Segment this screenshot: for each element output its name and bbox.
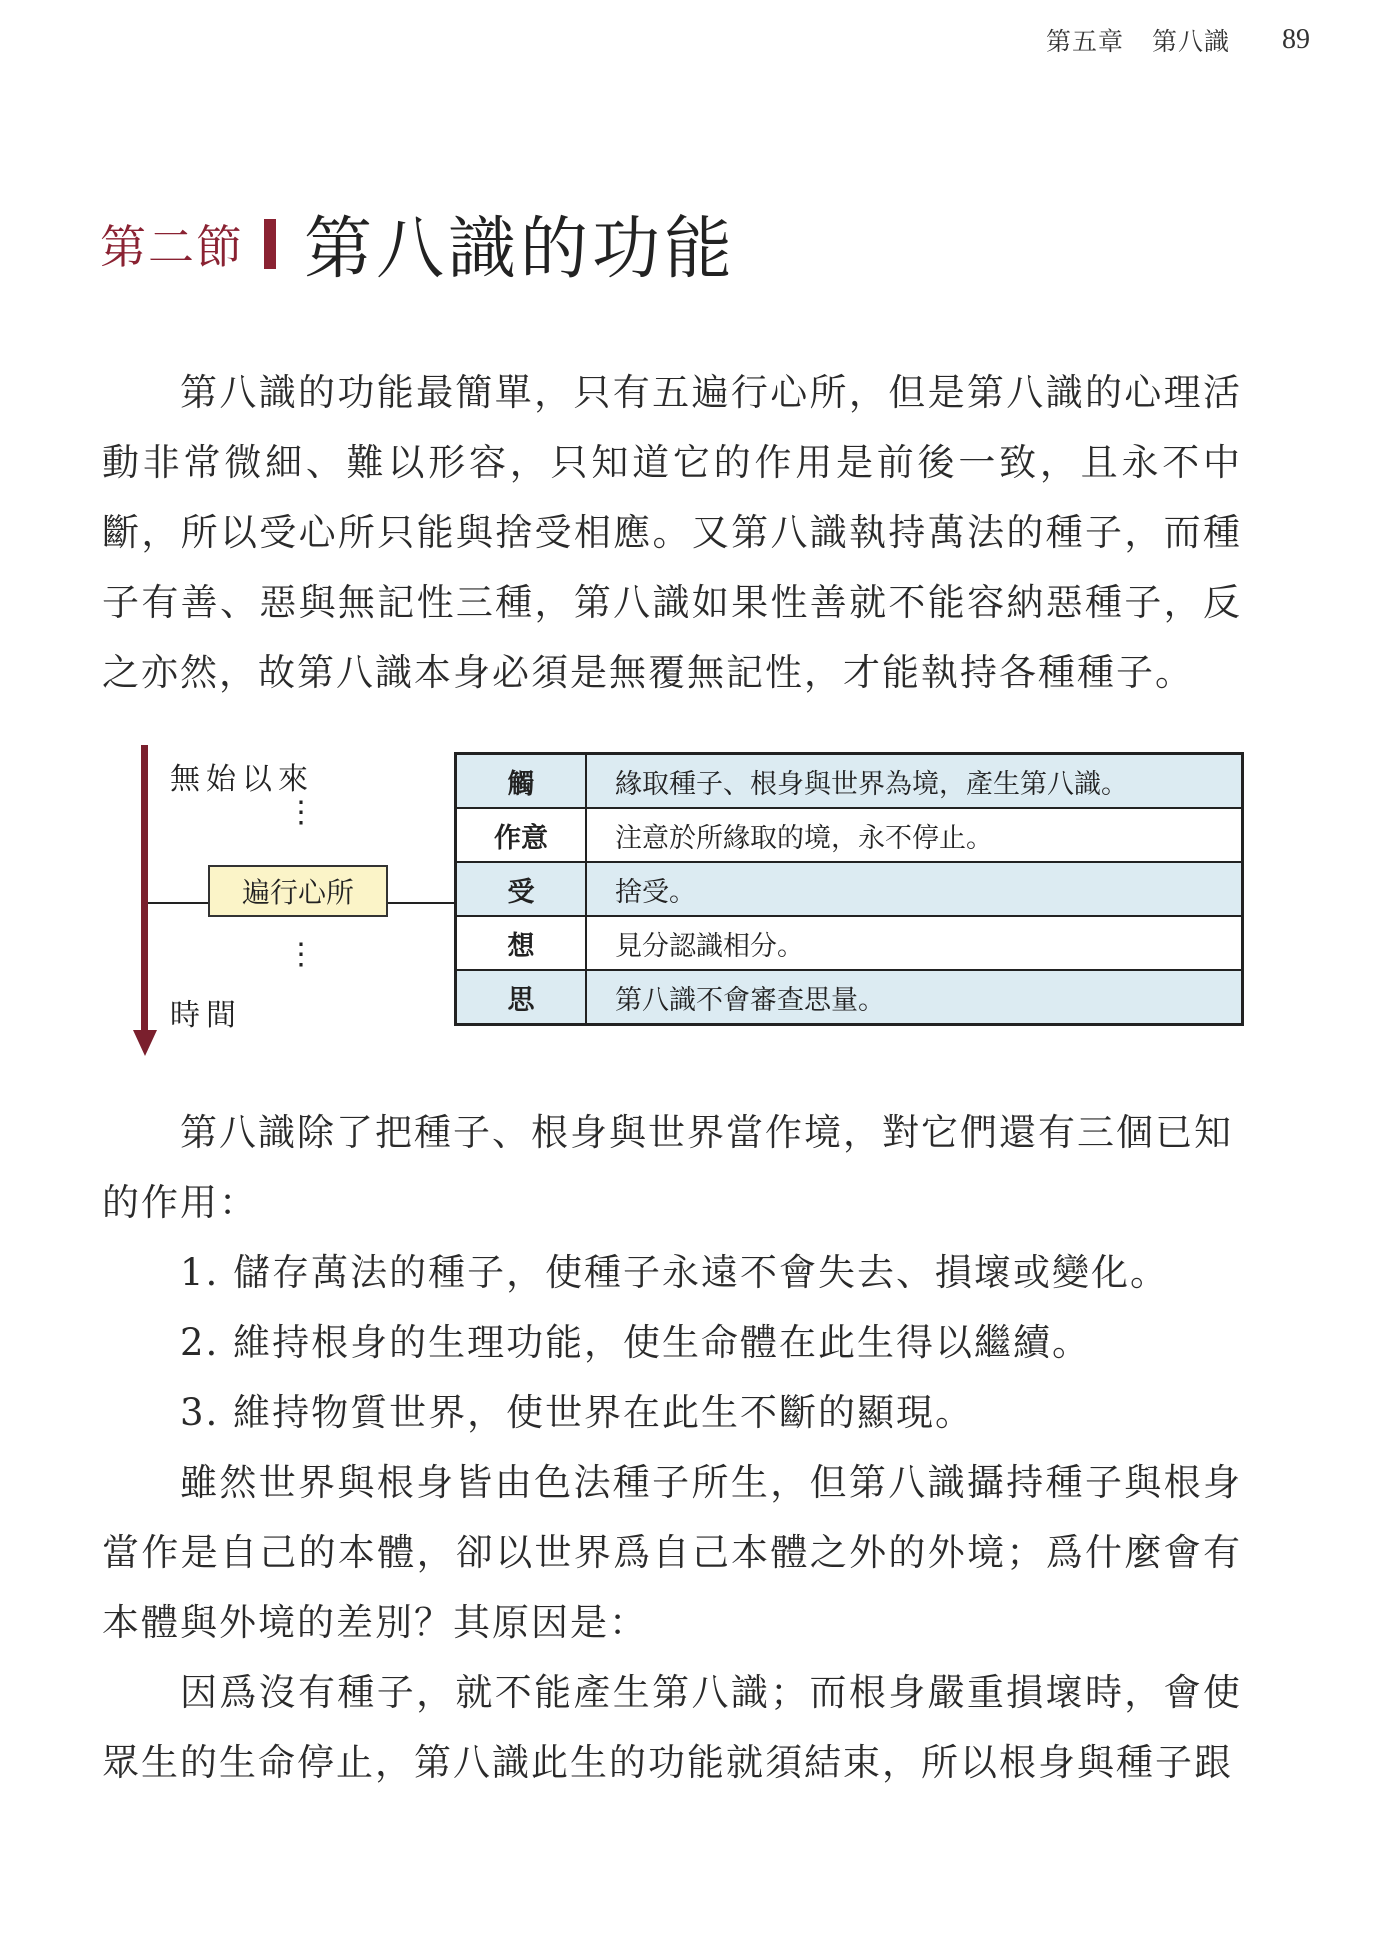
section-divider-bar <box>264 219 276 269</box>
factor-description: 注意於所緣取的境，永不停止。 <box>586 808 1243 862</box>
factor-name: 想 <box>456 916 587 970</box>
list-item: 3. 維持物質世界，使世界在此生不斷的顯現。 <box>180 1391 975 1434</box>
factor-description: 緣取種子、根身與世界為境，產生第八識。 <box>586 754 1243 809</box>
factor-description: 第八識不會審查思量。 <box>586 970 1243 1025</box>
question-paragraph: 雖然世界與根身皆由色法種子所生，但第八識攝持種子與根身當作是自己的本體，卻以世界爲自己本體之外的外境；爲什麼會有本體與外境的差別？其原因是： <box>102 1461 1242 1644</box>
factor-description: 見分認識相分。 <box>586 916 1243 970</box>
factor-description: 捨受。 <box>586 862 1243 916</box>
chapter-title: 第八識 <box>1151 27 1230 56</box>
universal-factors-diagram <box>100 740 1250 1060</box>
list-item: 2. 維持根身的生理功能，使生命體在此生得以繼續。 <box>180 1321 1092 1364</box>
factor-name: 受 <box>456 862 587 916</box>
closing-paragraphs <box>102 1448 1242 1798</box>
timeline-end-label: 時間 <box>170 998 242 1033</box>
universal-factors-box: 遍行心所 <box>208 865 388 917</box>
ellipsis-vertical-icon: ⋮ <box>286 795 316 830</box>
section-title: 第八識的功能 <box>304 210 737 289</box>
functions-intro-line: 的作用： <box>102 1181 258 1224</box>
section-heading <box>100 195 736 292</box>
list-item: 1. 儲存萬法的種子，使種子永遠不會失去、損壞或變化。 <box>180 1251 1170 1294</box>
page-number: 89 <box>1282 24 1310 55</box>
table-row <box>456 970 1243 1025</box>
chapter-label: 第五章 <box>1045 27 1124 56</box>
table-row <box>456 916 1243 970</box>
section-label: 第二節 <box>100 219 244 274</box>
timeline-axis <box>141 745 148 1035</box>
running-head <box>1046 22 1310 58</box>
functions-section <box>102 1098 1242 1448</box>
intro-text: 第八識的功能最簡單，只有五遍行心所，但是第八識的心理活動非常微細、難以形容，只知道它的作用是前後一致，且永不中斷，所以受心所只能與捨受相應。又第八識執持萬法的種子，而種子有善、惡與無記性三種，第八識如果性善就不能容納惡種子，反之亦然，故第八識本身必須是無覆無記性，才能執持各種種子。 <box>102 371 1242 694</box>
timeline-arrow-icon <box>133 1030 157 1056</box>
connector-line <box>388 902 454 904</box>
table-row <box>456 754 1243 809</box>
timeline-start-label: 無始以來 <box>170 762 314 797</box>
table-row <box>456 808 1243 862</box>
intro-paragraph <box>102 358 1242 708</box>
factor-name: 思 <box>456 970 587 1025</box>
factor-name: 觸 <box>456 754 587 809</box>
answer-paragraph: 因爲沒有種子，就不能產生第八識；而根身嚴重損壞時，會使眾生的生命停止，第八識此生的功能就須結束，所以根身與種子跟 <box>102 1671 1242 1784</box>
ellipsis-vertical-icon: ⋮ <box>286 937 316 972</box>
functions-intro-line: 第八識除了把種子、根身與世界當作境，對它們還有三個已知 <box>180 1111 1233 1154</box>
connector-line <box>148 902 208 904</box>
factor-name: 作意 <box>456 808 587 862</box>
factors-table <box>454 752 1244 1026</box>
table-row <box>456 862 1243 916</box>
